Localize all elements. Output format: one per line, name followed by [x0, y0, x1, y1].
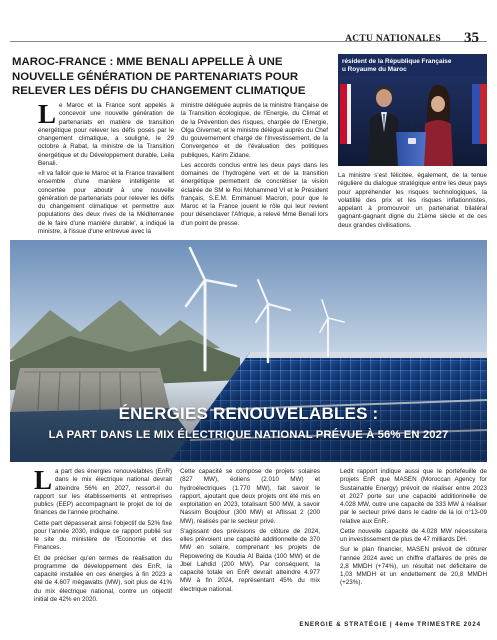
- article1-column-3: [338, 172, 487, 238]
- article2-paragraph: Cette capacité se compose de projets solaires (827 MW), éoliens (2.010 MW) et hydroélectriques (1.770 MW), fait savoir le rapport, ajoutant que deux projets ont été mis en exploitation en 2023, totalisant 500 MW, à savoir Nassim Boujdour (300 MW) et Aftissat 2 (200 MW), réalisés par le secteur privé.: [180, 468, 320, 525]
- article1-paragraph: [38, 99, 174, 168]
- hero-subtitle: LA PART DANS LE MIX ÉLECTRIQUE NATIONAL PRÉVUE À 56% EN 2027: [48, 429, 449, 441]
- article2-column-1: [34, 465, 172, 614]
- article1-paragraph: ministre déléguée auprès de la ministre française de la Transition écologique, de l'Energie, du Climat et de la Prévention des risques, chargée de l'Energie, Olga Givernet, et le ministre délégué auprès du Chef du gouvernement chargé de l'Investissement, de la Convergence et de l'évaluation des politiques publiques, Karim Zidane.: [181, 102, 329, 159]
- article2-paragraph: Et de préciser qu'en termes de réalisation du programme de développement des EnR, la capacité installée en ces énergies à fin 2023 a été de 4.607 mégawatts (MW), soit plus de 41% du mix électrique national, contre un objectif initial de 42% en 2020.: [34, 554, 172, 603]
- page-number: 35: [464, 30, 479, 46]
- paragraph-text: a part des énergies renouvelables (EnR) dans le mix électrique national devrait atteindre 56% en 2027, ressort-il du rapport sur les établissements et entreprises publics (EEP) accompagnant le projet de loi de finances de l'année prochaine.: [34, 468, 172, 517]
- article2-paragraph: Cette part dépasserait ainsi l'objectif de 52% fixé pour l'année 2030, indique ce rapport publié sur le site du ministère de l'Economie et des Finances.: [34, 519, 172, 552]
- section-label: ACTU NATIONALES: [345, 34, 441, 44]
- article1-paragraph: «Il va falloir que le Maroc et la France travaillent ensemble d'une manière intelligente et concertée pour aboutir à une nouvelle génération de partenariats pour relever les défis du changement climatique et permettre aux populations des deux rives de la Méditerranée de le faire d'une manière durable', a indiqué la ministre, à l'issue d'une entrevue avec la: [38, 170, 174, 235]
- article2-column-2: [180, 468, 320, 614]
- footer: ENERGIE & STRATÉGIE | 4ème TRIMESTRE 2024: [299, 621, 481, 628]
- article1-paragraph: La ministre s'est félicitée, également, de la tenue régulière du dialogue stratégique entre les deux pays pour appréhender les risques technologiques, la volatilité des prix et les risques inflationnistes, appelant à promouvoir un partenariat bilatéral gagnant-gagnant digne du 21ème siècle et de ces deux grandes civilisations.: [338, 172, 487, 229]
- article2-paragraph: S'agissant des prévisions de clôture de 2024, elles prévoient une capacité additionnelle de 370 MW en solaire, comprenant les projets de Repowering de Koudia Al Baida (100 MW) et de Jbel Lahdid (200 MW). Par conséquent, la capacité totale en EnR devrait atteindre 4.977 MW à fin 2024, représentant 45% du mix électrique national.: [180, 527, 320, 593]
- footer-issue: 4ème TRIMESTRE 2024: [395, 621, 481, 628]
- hero-image: [10, 240, 487, 462]
- article2-column-3: [340, 468, 487, 614]
- dropcap: L: [38, 99, 57, 129]
- dropcap: L: [34, 465, 53, 495]
- article2-paragraph: Sur le plan financier, MASEN prévoit de clôturer l'année 2024 avec un chiffre d'affaires de près de 2,8 MMDH (+74%), un résultat net déficitaire de 1,03 MMDH et un endettement de 20,8 MMDH (+23%).: [340, 546, 487, 587]
- headline-rest: MME BENALI APPELLE À UNE NOUVELLE GÉNÉRATION DE PARTENARIATS POUR RELEVER LES DÉFIS DU CHANGEMENT CLIMATIQUE: [12, 56, 306, 98]
- article1-paragraph: Les accords conclus entre les deux pays dans les domaines de l'hydrogène vert et de la transition énergétique permettent de concrétiser la vision éclairée de SM le Roi Mohammed VI et le Président français, S.E.M. Emmanuel Macron, pour que le Maroc et la France jouent le rôle qui leur revient pour désenclaver l'Afrique, a relevé Mme Benali lors d'un point de presse.: [181, 161, 328, 227]
- press-photo: [338, 54, 487, 166]
- article1-column-1: [38, 99, 174, 244]
- paragraph-text: e Maroc et la France sont appelés à concevoir une nouvelle génération de partenariats en matière de transition énergétique pour relever les défis posés par le changement climatique, a souligné, le 29 octobre à Rabat, la ministre de la Transition énergétique et du Développement durable, Leila Benali.: [38, 102, 174, 167]
- headline-lead: MAROC-FRANCE :: [12, 56, 114, 68]
- article1-column-2: [181, 102, 328, 244]
- hero-title: ÉNERGIES RENOUVELABLES :: [118, 404, 379, 423]
- article2-paragraph: [34, 465, 172, 518]
- article2-paragraph: Cette nouvelle capacité de 4.028 MW nécessitera un investissement de plus de 47 milliards DH.: [340, 527, 487, 543]
- footer-publication: ENERGIE & STRATÉGIE: [299, 621, 388, 628]
- article-headline: [12, 55, 328, 99]
- article2-paragraph: Ledit rapport indique aussi que le portefeuille de projets EnR que MASEN (Moroccan Agency for Sustainable Energy) prévoit de réaliser entre 2023 et 2027 porte sur une capacité additionnelle de 4.028 MW, outre une capacité de 333 MW à réaliser par le secteur privé dans le cadre de la loi n°13-09 relative aux EnR.: [340, 468, 487, 525]
- photo-backdrop-text: résident de la République Française u Royaume du Maroc: [342, 58, 452, 73]
